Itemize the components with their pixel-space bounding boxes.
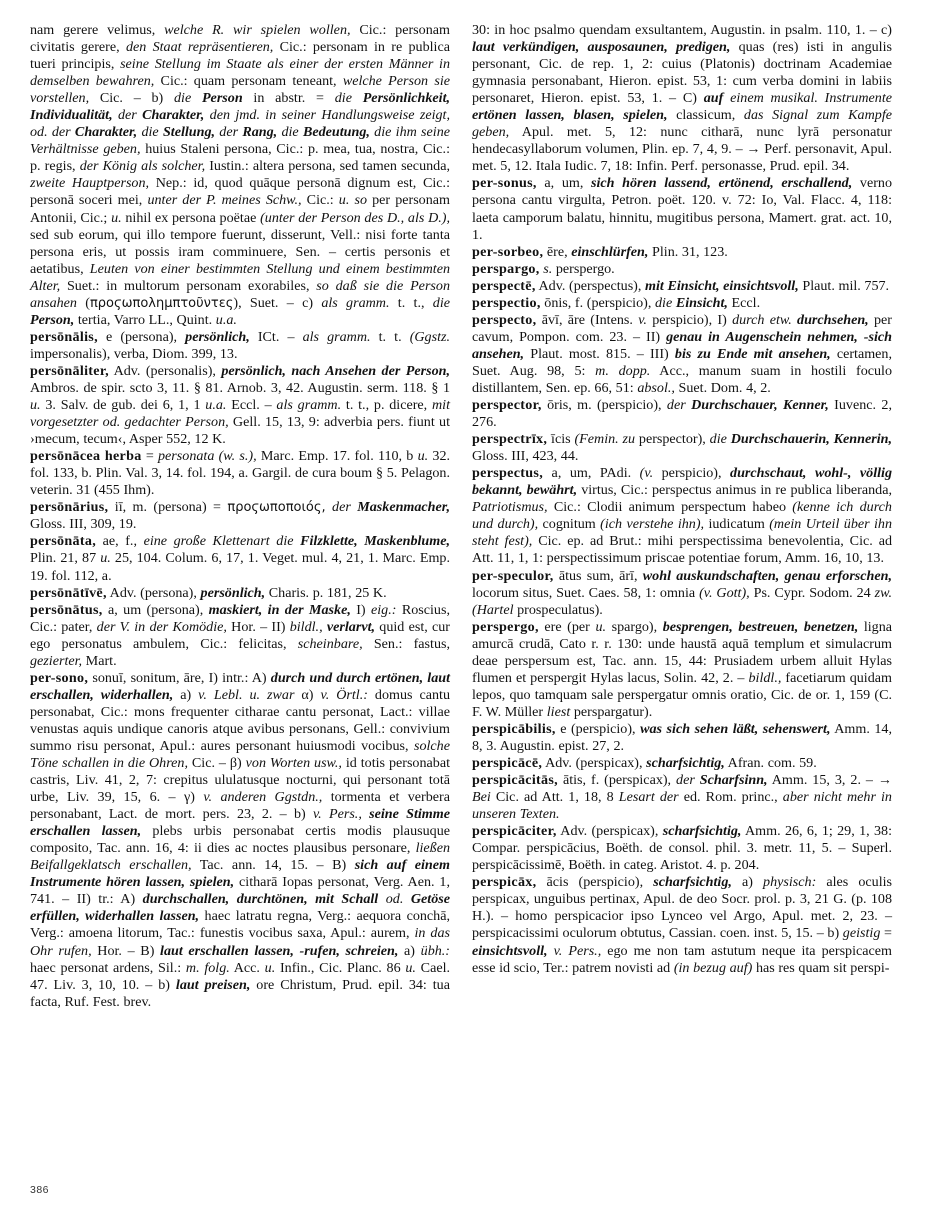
dictionary-entry: perspector, ōris, m. (perspicio), der Durchschauer, Kenner, Iuvenc. 2, 276. xyxy=(472,397,892,431)
dictionary-entry: perspicābilis, e (perspicio), was sich sehen läßt, sehenswert, Amm. 14, 8, 3. Augustin. epist. 27, 2. xyxy=(472,720,892,754)
dictionary-entry: perspecto, āvī, āre (Intens. v. perspicio), I) durch etw. durchsehen, per cavum, Pompon. com. 23. – II) genau in Augenschein nehmen, -sich ansehen, Plaut. most. 815. – III) bis zu Ende mit ansehen, certamen, Suet. Aug. 98, 5: m. dopp. Acc., manum suam in hostili foculo distillantem, Sen. ep. 66, 51: absol., Suet. Dom. 4, 2. xyxy=(472,311,893,396)
dictionary-entry: per-sorbeo, ēre, einschlürfen, Plin. 31, 123. xyxy=(472,243,728,260)
dictionary-entry: 30: in hoc psalmo quendam exsultantem, Augustin. in psalm. 110, 1. – c) laut verkündigen, ausposaunen, predigen, quas (res) isti in angulis personant, Cic. de rep. 1, 2: cuius (Platonis) doctrinam Academiae gymnasia personabant, Hieron. epist. 53, 1: cum verba domini in labiis personaret, Hieron. epist. 53, 1. – C) auf einem musikal. Instrumente ertönen lassen, blasen, spielen, classicum, das Signal zum Kampfe geben, Apul. met. 5, 12: nunc citharā, nunc lyrā personatur hendecasyllaborum volumen, Plin. ep. 7, 4, 9. – → Perf. personavit, Apul. met. 5, 12. Itala Iudic. 7, 18: Infin. Perf. personasse, Prud. epil. 34. xyxy=(472,22,893,175)
dictionary-entry: per-speculor, ātus sum, ārī, wohl auskundschaften, genau erforschen, locorum situs, Suet. Caes. 58, 1: omnia (v. Gott), Ps. Cypr. Sodom. 24 zw. (Hartel prospeculatus). xyxy=(472,567,892,618)
dictionary-entry: perspicāciter, Adv. (perspicax), scharfsichtig, Amm. 26, 6, 1; 29, 1, 38: Compar. perspicācius, Boëth. de consol. phil. 3. metr. 11, 5. – Superl. perspicācissimē, Boëth. in categ. Aristot. 4. p. 204. xyxy=(472,823,892,874)
page-columns xyxy=(30,22,907,1162)
dictionary-entry: perspectus, a, um, PAdi. (v. perspicio), durchschaut, wohl-, völlig bekannt, bewährt, virtus, Cic.: perspectus animus in re publica liberanda, Patriotismus, Cic.: Clodii animum perspectum habeo (kenne ich durch und durch), cognitum (ich verstehe ihn), iudicatum (mein Urteil über ihn steht fest), Cic. ep. ad Brut.: mihi perspectissima benevolentia, Cic. ad Att. 11, 1, 1: perspectissimum priscae potentiae forum, Amm. 16, 10, 13. xyxy=(472,465,893,567)
dictionary-entry: persōnārius, iī, m. (persona) = προϛωποποιός, der Maskenmacher, Gloss. III, 309, 19. xyxy=(30,499,450,533)
dictionary-entry: persōnāliter, Adv. (personalis), persönlich, nach Ansehen der Person, Ambros. de spir. scto 3, 11. § 81. Arnob. 3, 42. Augustin. serm. 118. § 1 u. 3. Salv. de gub. dei 6, 1, 1 u.a. Eccl. – als gramm. t. t., p. dicere, mit vorgesetzter od. gedachter Person, Gell. 15, 13, 9: adverbia pers. fiunt ut ›mecum, tecum‹, Asper 552, 12 K. xyxy=(30,362,451,448)
dictionary-entry: persōnātus, a, um (persona), maskiert, in der Maske, I) eig.: Roscius, Cic.: pater, der V. in der Komödie, Hor. – II) bildl., verlarvt, quid est, cur ego personatus ambulem, Cic.: felicitas, scheinbare, Sen.: fastus, gezierter, Mart. xyxy=(30,601,451,669)
left-text-column xyxy=(30,22,450,1011)
right-text-column xyxy=(472,22,892,977)
dictionary-entry: persōnāta, ae, f., eine große Klettenart die Filzklette, Maskenblume, Plin. 21, 87 u. 25, 104. Colum. 6, 17, 1. Veget. mul. 4, 21, 1. Marc. Emp. 19. fol. 112, a. xyxy=(30,533,450,584)
dictionary-entry: perspectē, Adv. (perspectus), mit Einsicht, einsichtsvoll, Plaut. mil. 757. xyxy=(472,277,890,294)
dictionary-entry: perspectio, ōnis, f. (perspicio), die Einsicht, Eccl. xyxy=(472,294,761,311)
dictionary-entry: perspicācitās, ātis, f. (perspicax), der Scharfsinn, Amm. 15, 3, 2. – → Bei Cic. ad Att. 1, 18, 8 Lesart der ed. Rom. princ., aber nicht mehr in unseren Texten. xyxy=(472,772,893,823)
dictionary-entry: per-sono, sonuī, sonitum, āre, I) intr.: A) durch und durch ertönen, laut erschallen, widerhallen, a) v. Lebl. u. zwar α) v. Örtl.: domus cantu personabat, Cic.: mons frequenter citharae cantu personat, Lact.: villae venustas aquis undique canoris atque avibus personans, Gell.: convivium summo risu personat, Apul.: aures personant huiusmodi vocibus, solche Töne schallen in die Ohren, Cic. – β) von Worten usw., id totis personabat castris, Liv. 41, 2, 7: crepitus ululatusque nocturni, qui personant totā urbe, Liv. 39, 15, 6. – γ) v. anderen Ggstdn., tormenta et verbera personabant, Lact. de mort. pers. 23, 2. – b) v. Pers., seine Stimme erschallen lassen, plebs urbis personabat certis modis plausuque composito, Tac. ann. 16, 4: ii dies ac noctes plausibus personare, ließen Beifallgeklatsch erschallen, Tac. ann. 14, 15. – B) sich auf einem Instrumente hören lassen, spielen, citharā Iopas personat, Verg. Aen. 1, 741. – II) tr.: A) durchschallen, durchtönen, mit Schall od. Getöse erfüllen, widerhallen lassen, haec latratu regna, Verg.: aequora conchā, Verg.: amoena litorum, Tac.: funestis vocibus saxa, Apul.: aurem, in das Ohr rufen, Hor. – B) laut erschallen lassen, -rufen, schreien, a) übh.: haec personat ardens, Sil.: m. folg. Acc. u. Infin., Cic. Planc. 86 u. Cael. 47. Liv. 3, 10, 10. – b) laut preisen, ore Christum, Prud. epil. 34: tua facta, Ruf. Fest. brev. xyxy=(30,669,451,1010)
dictionary-entry: per-sonus, a, um, sich hören lassend, ertönend, erschallend, verno persona cantu virgulta, Petron. poët. 120. v. 72: Io, Val. Flacc. 4, 118: laeta camporum balatu, hinnitu, mugitibus persona, Mamert. grat. act. 10, 1. xyxy=(472,175,892,243)
dictionary-entry: perspargo, s. perspergo. xyxy=(472,260,615,277)
dictionary-entry: persōnācea herba = personata (w. s.), Marc. Emp. 17. fol. 110, b u. 32. fol. 133, b. Plin. Val. 3, 14. fol. 194, a. Gargil. de cura boum § 5. Pelagon. veterin. 31 (455 Ihm). xyxy=(30,448,451,499)
dictionary-entry: perspectrīx, īcis (Femin. zu perspector), die Durchschauerin, Kennerin, Gloss. III, 423, 44. xyxy=(472,431,892,465)
dictionary-entry: perspicācē, Adv. (perspicax), scharfsichtig, Afran. com. 59. xyxy=(472,755,817,772)
dictionary-entry: persōnātīvē, Adv. (persona), persönlich, Charis. p. 181, 25 K. xyxy=(30,584,387,601)
dictionary-entry: perspicāx, ācis (perspicio), scharfsichtig, a) physisch: ales oculis perspicax, unguibus pertinax, Apul. de deo Socr. prol. p. 3, 21 G. (p. 108 H.). – homo perspicacior ipso Lynceo vel Argo, Apul. met. 2, 23. – perspicacissimi oculorum obtutus, Cassian. coen. inst. 5, 15. – b) geistig = einsichtsvoll, v. Pers., ego me non tam astutum neque ita perspicacem esse id scio, Ter.: patrem novisti ad (in bezug auf) has res quam sit perspi- xyxy=(472,874,893,976)
page-folio-number: 386 xyxy=(30,1184,50,1196)
dictionary-entry: nam gerere velimus, welche R. wir spielen wollen, Cic.: personam civitatis gerere, den Staat repräsentieren, Cic.: personam in re publica tueri principis, seine Stellung im Staate als einer der ersten Männer in demselben bewahren, Cic.: quam personam teneant, welche Person sie vorstellen, Cic. – b) die Person in abstr. = die Persönlichkeit, Individualität, der Charakter, den jmd. in seiner Handlungsweise zeigt, od. der Charakter, die Stellung, der Rang, die Bedeutung, die ihm seine Verhältnisse geben, huius Staleni persona, Cic.: p. mea, tua, nostra, Cic.: p. regis, der König als solcher, Iustin.: altera persona, sed tamen secunda, zweite Hauptperson, Nep.: id, quod quāque personā dignum est, Cic.: personā soceri mei, unter der P. meines Schw., Cic.: u. so per personam Antonii, Cic.; u. nihil ex persona poëtae (unter der Person des D., als D.), sed sub eorum, qui illo tempore fuerunt, disserunt, Vell.: nisi forte tanta persona eris, ut possis iram comminuere, Sen. – certis personis et aetatibus, Leuten von einer bestimmten Stellung und einem bestimmten Alter, Suet.: in multorum personam exorabiles, so daß sie die Person ansahen (προϛωπολημπτοῦντες), Suet. – c) als gramm. t. t., die Person, tertia, Varro LL., Quint. u.a. xyxy=(30,22,451,328)
dictionary-entry: persōnālis, e (persona), persönlich, ICt. – als gramm. t. t. (Ggstz. impersonalis), verba, Diom. 399, 13. xyxy=(30,328,451,362)
dictionary-entry: perspergo, ere (per u. spargo), besprengen, bestreuen, benetzen, ligna amurcā crudā, Cato r. r. 130: unde haustā aquā templum et simulacrum deae perspersum est, Tac. ann. 15, 44: Prusiadem urbem alluit Hylas flumen et perspergit Hylas lacus, Solin. 42, 2. – bildl., facetiarum quidam lepos, quo tamquam sale perspergatur omnis oratio, Cic. de or. 1, 159 (C. F. W. Müller liest perspargatur). xyxy=(472,618,893,720)
